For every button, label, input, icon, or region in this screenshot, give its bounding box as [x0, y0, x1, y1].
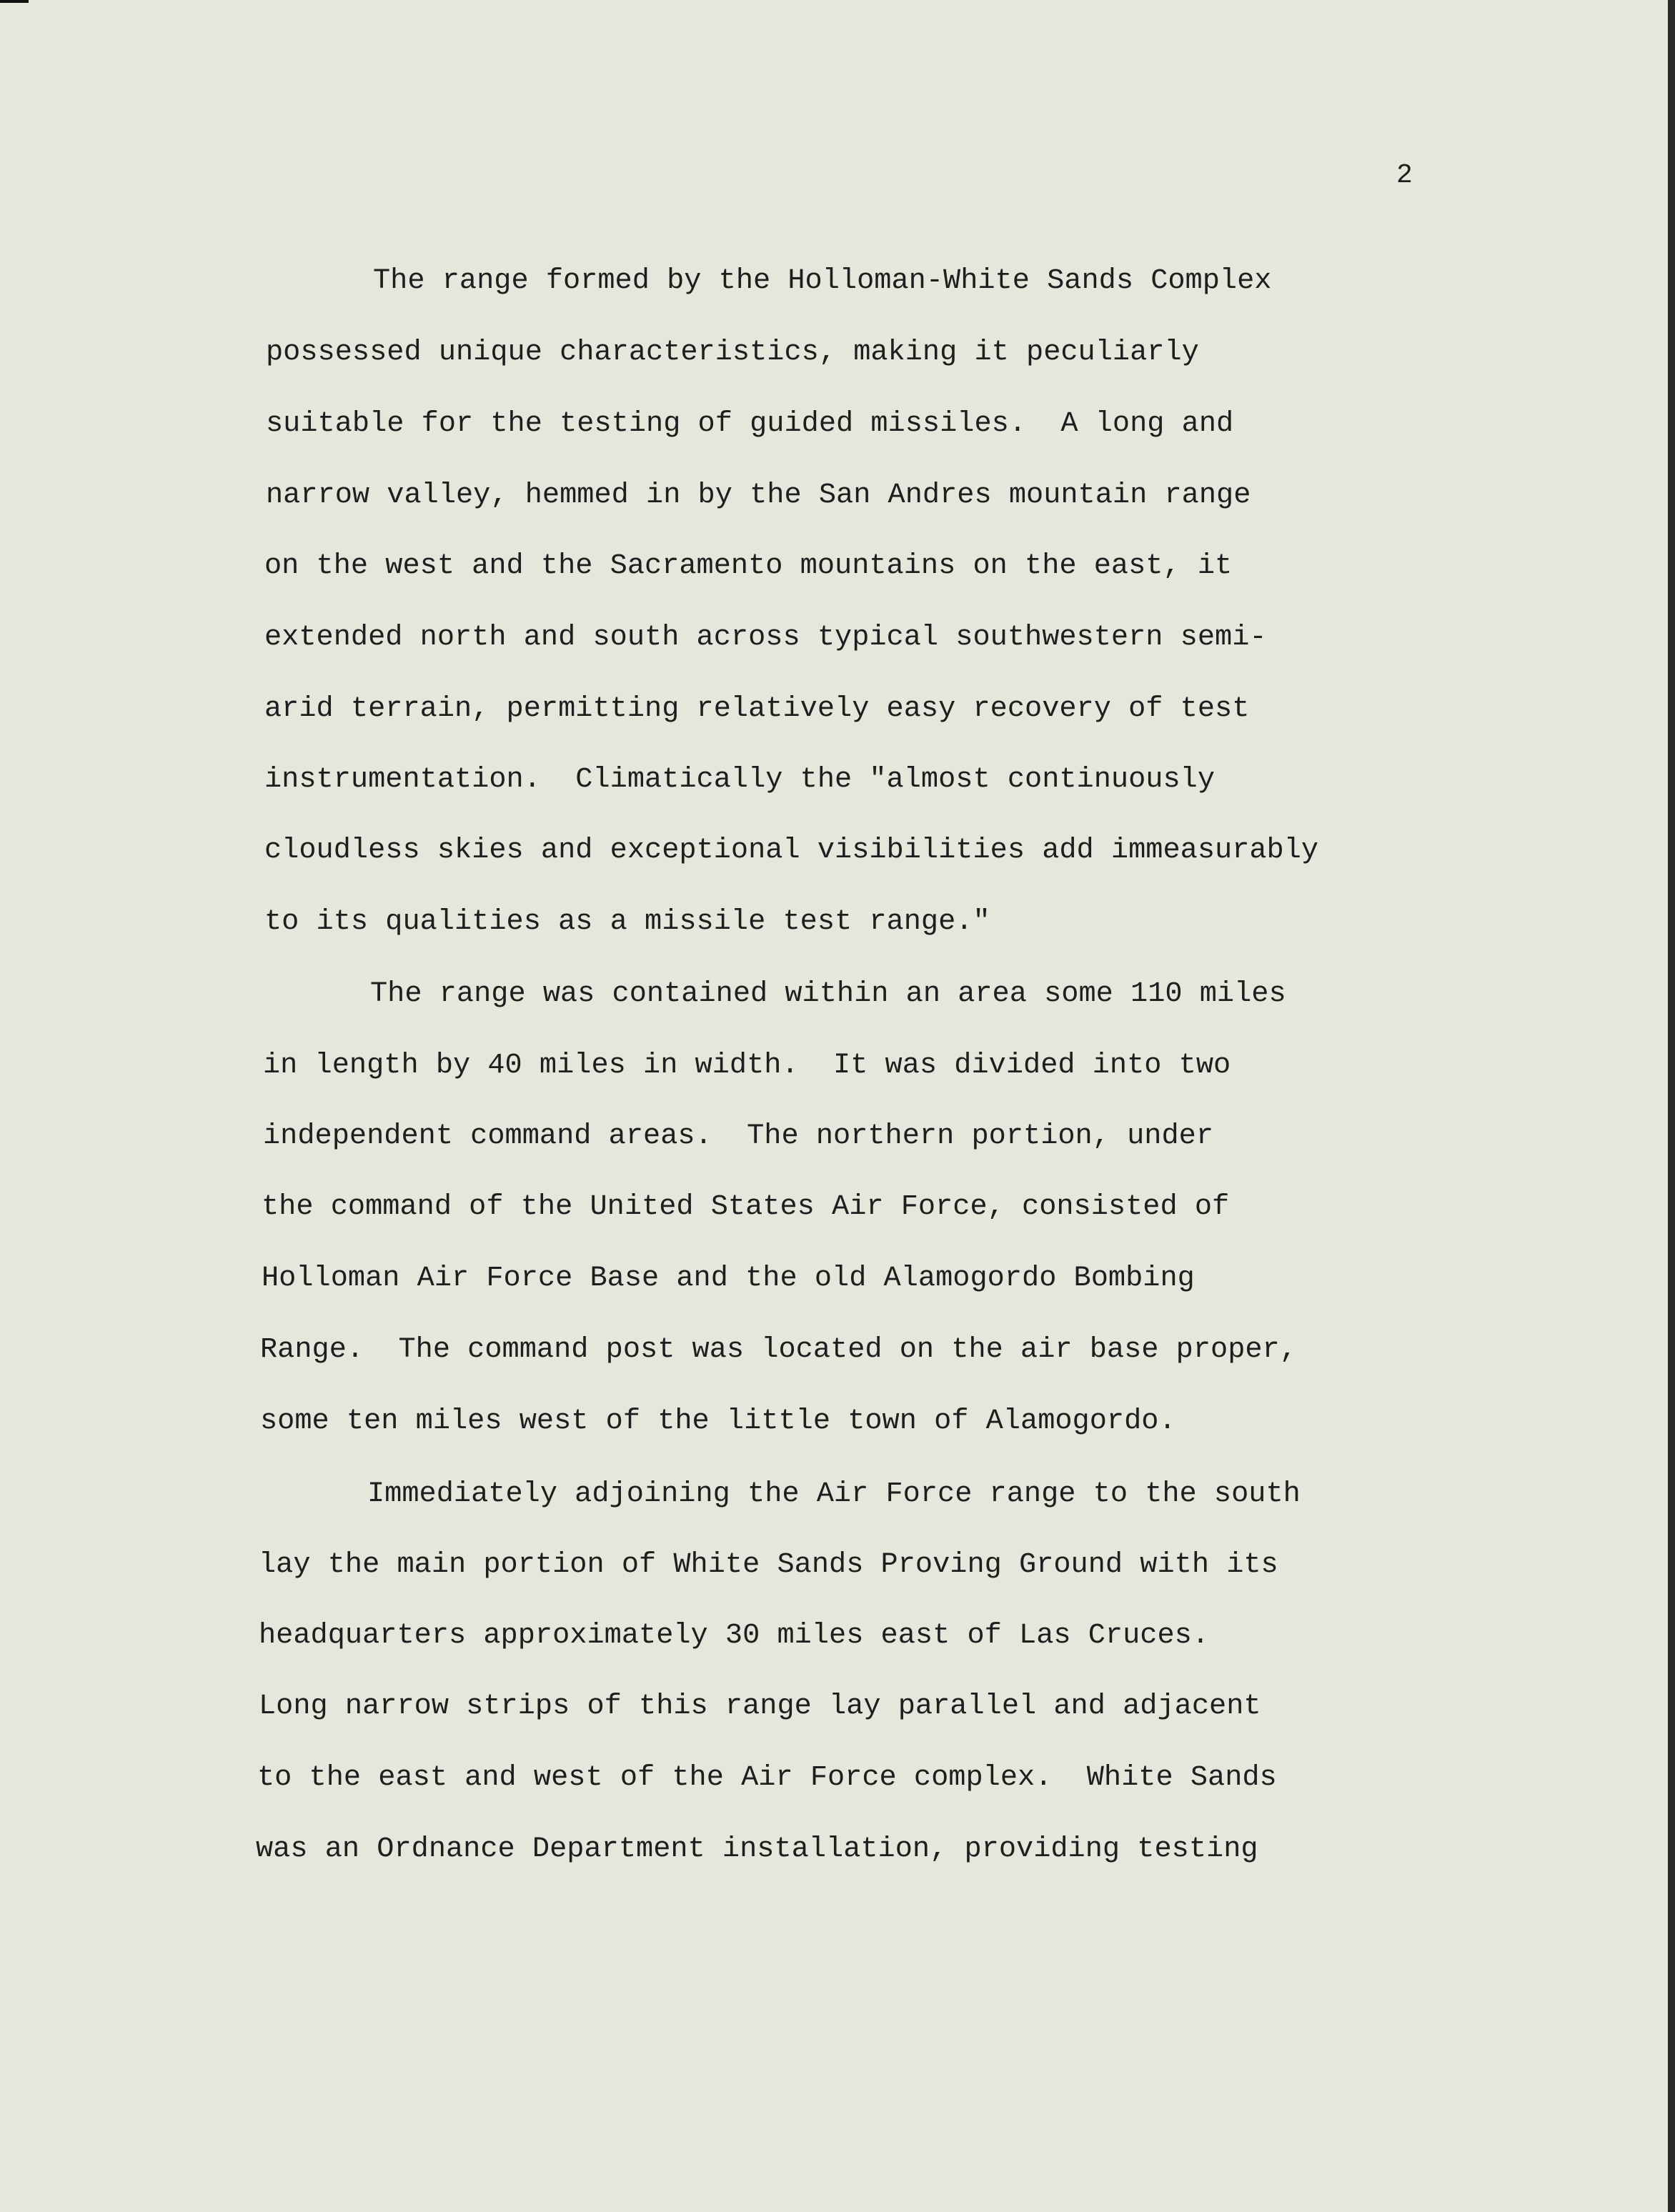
- text-line: was an Ordnance Department installation, providing testing: [256, 1833, 1258, 1865]
- text-line: extended north and south across typical southwestern semi-: [264, 621, 1267, 654]
- text-line: possessed unique characteristics, making it peculiarly: [266, 336, 1199, 369]
- page-number: 2: [1396, 160, 1413, 191]
- text-line: Immediately adjoining the Air Force range to the south: [367, 1478, 1301, 1510]
- text-line: to its qualities as a missile test range.": [264, 905, 990, 938]
- text-line: to the east and west of the Air Force complex. White Sands: [257, 1761, 1277, 1794]
- text-line: headquarters approximately 30 miles east of Las Cruces.: [259, 1619, 1210, 1652]
- scan-edge-top: [0, 0, 29, 3]
- text-line: Long narrow strips of this range lay parallel and adjacent: [259, 1690, 1261, 1723]
- text-line: Range. The command post was located on the air base proper,: [260, 1333, 1297, 1366]
- text-line: The range formed by the Holloman-White Sands Complex: [373, 264, 1272, 297]
- text-line: arid terrain, permitting relatively easy recovery of test: [264, 692, 1250, 725]
- text-line: lay the main portion of White Sands Proving Ground with its: [259, 1548, 1278, 1581]
- scan-edge-right: [1668, 0, 1675, 2212]
- text-line: independent command areas. The northern portion, under: [263, 1120, 1214, 1152]
- text-line: some ten miles west of the little town of Alamogordo.: [260, 1405, 1176, 1438]
- text-line: cloudless skies and exceptional visibilities add immeasurably: [264, 834, 1319, 867]
- text-line: Holloman Air Force Base and the old Alamogordo Bombing: [262, 1262, 1195, 1295]
- text-line: instrumentation. Climatically the "almost continuously: [264, 763, 1216, 796]
- text-line: on the west and the Sacramento mountains on the east, it: [264, 549, 1233, 582]
- text-line: narrow valley, hemmed in by the San Andres mountain range: [266, 479, 1251, 512]
- text-line: the command of the United States Air Force, consisted of: [262, 1190, 1230, 1223]
- text-line: in length by 40 miles in width. It was divided into two: [263, 1049, 1231, 1082]
- text-line: suitable for the testing of guided missiles. A long and: [266, 407, 1234, 440]
- text-line: The range was contained within an area some 110 miles: [370, 977, 1286, 1010]
